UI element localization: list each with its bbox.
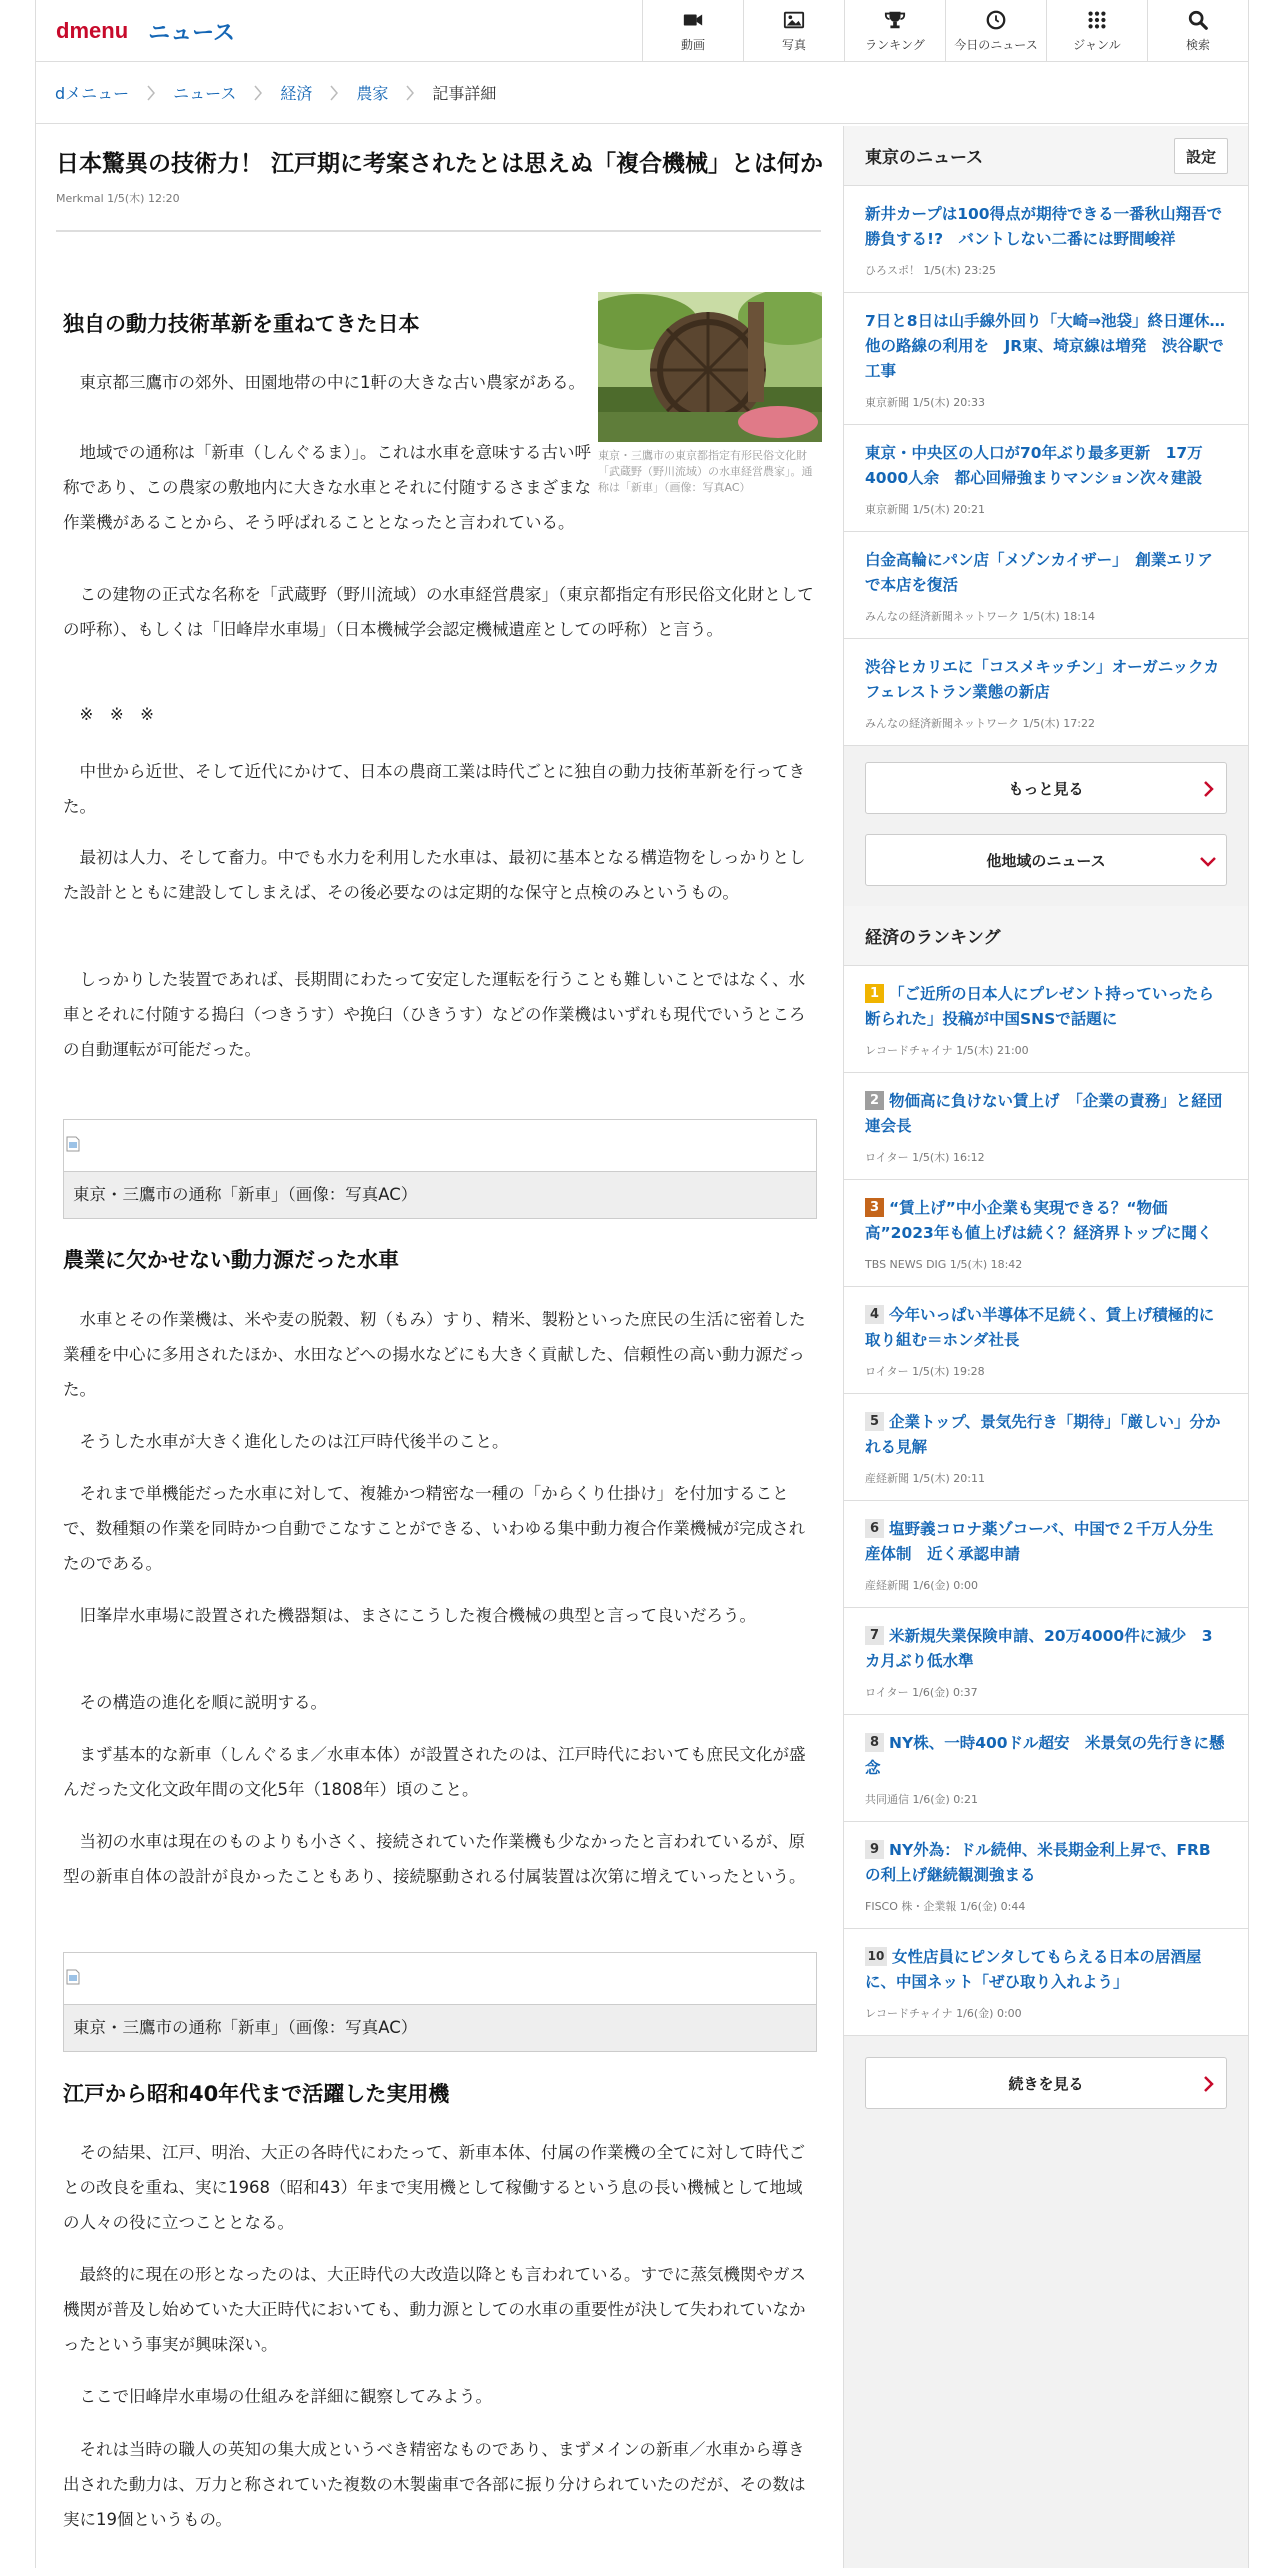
breadcrumb xyxy=(36,62,1248,124)
nav-genre[interactable] xyxy=(1046,0,1147,62)
news-meta: 東京新聞 1/5(木) 20:33 xyxy=(865,396,985,409)
paragraph: それまで単機能だった水車に対して、複雑かつ精密な一種の「からくり仕掛け」を付加することで、数種類の作業を同時かつ自動でこなすことができる、いわゆる集中動力複合作業機械が完成されたのである。 xyxy=(63,1484,806,1573)
paragraph: 最初は人力、そして畜力。中でも水力を利用した水車は、最初に基本となる構造物をしっかりとした設計とともに建設してしまえば、その後必要なのは定期的な保守と点検のみというもの。 xyxy=(63,848,806,902)
trophy-icon xyxy=(884,9,906,31)
ranking-item[interactable] xyxy=(844,1394,1248,1501)
ranking-title[interactable] xyxy=(865,1303,1226,1353)
ranking-meta: FISCO 株・企業報 1/6(金) 0:44 xyxy=(865,1900,1026,1913)
news-title[interactable]: 東京・中央区の人口が70年ぶり最多更新 17万4000人余 都心回帰強まりマンション次々建設 xyxy=(865,444,1203,487)
paragraph: 最終的に現在の形となったのは、大正時代の大改造以降とも言われている。すでに蒸気機関やガス機関が普及し始めていた大正時代においても、動力源としての水車の重要性が決して失われていなかったという事実が興味深い。 xyxy=(63,2265,806,2354)
crumb-current: 記事詳細 xyxy=(432,84,497,103)
ranking-title[interactable] xyxy=(865,1410,1226,1460)
ranking-title[interactable] xyxy=(865,1731,1226,1781)
ranking-item[interactable] xyxy=(844,1073,1248,1180)
tokyo-news-heading-text: 東京のニュース xyxy=(865,148,984,168)
tokyo-news-list xyxy=(844,186,1248,746)
ranking-meta: ロイター 1/6(金) 0:37 xyxy=(865,1686,978,1699)
video-icon xyxy=(682,9,704,31)
ranking-meta: レコードチャイナ 1/5(木) 21:00 xyxy=(865,1044,1029,1057)
news-meta: みんなの経済新聞ネットワーク 1/5(木) 18:14 xyxy=(865,610,1095,623)
ranking-title-text: 企業トップ、景気先行き「期待」「厳しい」分かれる見解 xyxy=(865,1413,1221,1456)
broken-image[interactable] xyxy=(64,1120,816,1172)
clock-icon xyxy=(985,9,1007,31)
ranking-item[interactable] xyxy=(844,1822,1248,1929)
ranking-list xyxy=(844,966,1248,2036)
news-title[interactable]: 渋谷ヒカリエに「コスメキッチン」オーガニックカフェレストラン業態の新店 xyxy=(865,658,1220,701)
ranking-heading-text: 経済のランキング xyxy=(865,928,1001,948)
ranking-item[interactable] xyxy=(844,1608,1248,1715)
ranking-title[interactable] xyxy=(865,1517,1226,1567)
rank-badge: 3 xyxy=(865,1198,884,1217)
ranking-title[interactable] xyxy=(865,982,1226,1032)
paragraph: ※ ※ ※ xyxy=(79,705,154,724)
tokyo-news-box xyxy=(844,126,1248,746)
chevron-right-icon xyxy=(129,85,173,101)
photo-icon xyxy=(783,9,805,31)
article-figure xyxy=(63,1119,817,1219)
ranking-title[interactable] xyxy=(865,1945,1226,1995)
ranking-title-text: 塩野義コロナ薬ゾコーバ、中国で２千万人分生産体制 近く承認申請 xyxy=(865,1520,1214,1563)
paragraph: しっかりした装置であれば、長期間にわたって安定した運転を行うことも難しいことではなく、水車とそれに付随する搗臼（つきうす）や挽臼（ひきうす）などの作業機はいずれも現代でいうところの自動運転が可能だった。 xyxy=(63,970,806,1059)
news-item[interactable] xyxy=(844,532,1248,639)
ranking-meta: 共同通信 1/6(金) 0:21 xyxy=(865,1793,978,1806)
ranking-title[interactable] xyxy=(865,1838,1226,1888)
paragraph: 東京都三鷹市の郊外、田園地帯の中に1軒の大きな古い農家がある。 xyxy=(79,373,585,392)
paragraph: そうした水車が大きく進化したのは江戸時代後半のこと。 xyxy=(79,1432,509,1451)
grid-icon xyxy=(1086,9,1108,31)
ranking-title[interactable] xyxy=(865,1624,1226,1674)
news-item[interactable] xyxy=(844,186,1248,293)
news-meta: みんなの経済新聞ネットワーク 1/5(木) 17:22 xyxy=(865,717,1095,730)
settings-button[interactable]: 設定 xyxy=(1174,138,1228,174)
ranking-title-text: 女性店員にピンタしてもらえる日本の居酒屋に、中国ネット「ぜひ取り入れよう」 xyxy=(865,1948,1202,1991)
chevron-right-icon xyxy=(1202,2076,1216,2092)
rank-badge: 1 xyxy=(865,984,884,1003)
ranking-title-text: “賃上げ”中小企業も実現できる？“物価高”2023年も値上げは続く？経済界トップに聞く xyxy=(865,1199,1213,1242)
crumb-economy[interactable]: 経済 xyxy=(280,84,313,103)
paragraph: 地域での通称は「新車（しんぐるま）」。これは水車を意味する古い呼称であり、この農家の敷地内に大きな水車とそれに付随するさまざまな作業機があることから、そう呼ばれることとなったと言われている。 xyxy=(63,443,591,532)
ranking-title[interactable] xyxy=(865,1196,1226,1246)
rank-badge: 4 xyxy=(865,1305,884,1324)
ranking-heading xyxy=(844,906,1248,966)
nav-ranking[interactable] xyxy=(844,0,945,62)
paragraph: まず基本的な新車（しんぐるま／水車本体）が設置されたのは、江戸時代においても庶民文化が盛んだった文化文政年間の文化5年（1808年）頃のこと。 xyxy=(63,1745,806,1799)
figure-caption: 東京・三鷹市の通称「新車」（画像：写真AC） xyxy=(64,2005,816,2051)
nav-video[interactable] xyxy=(642,0,743,62)
other-region-label: 他地域のニュース xyxy=(986,851,1106,870)
more-button[interactable] xyxy=(865,762,1227,814)
nav-search[interactable] xyxy=(1147,0,1248,62)
ranking-item[interactable] xyxy=(844,1929,1248,2036)
nav-label: ジャンル xyxy=(1073,38,1121,52)
site-logo[interactable] xyxy=(56,16,235,46)
ranking-title-text: 物価高に負けない賃上げ 「企業の責務」と経団連会長 xyxy=(865,1092,1223,1135)
section-heading: 江戸から昭和40年代まで活躍した実用機 xyxy=(63,2082,450,2106)
side-figure xyxy=(598,292,822,496)
paragraph: 中世から近世、そして近代にかけて、日本の農商工業は時代ごとに独自の動力技術革新を行ってきた。 xyxy=(63,762,806,816)
paragraph: それは当時の職人の英知の集大成というべき精密なものであり、まずメインの新車／水車から導き出された動力は、万力と称されていた複数の木製歯車で各部に振り分けられていたのだが、その数は実に19個というもの。 xyxy=(63,2440,806,2529)
ranking-title-text: NY株、一時400ドル超安 米景気の先行きに懸念 xyxy=(865,1734,1225,1777)
nav-photo[interactable] xyxy=(743,0,844,62)
ranking-item[interactable] xyxy=(844,1715,1248,1822)
continue-button[interactable] xyxy=(865,2057,1227,2109)
ranking-item[interactable] xyxy=(844,1287,1248,1394)
news-item[interactable] xyxy=(844,425,1248,532)
ranking-meta: TBS NEWS DIG 1/5(木) 18:42 xyxy=(865,1258,1023,1271)
figure-caption: 東京・三鷹市の通称「新車」（画像：写真AC） xyxy=(64,1172,816,1218)
ranking-item[interactable] xyxy=(844,966,1248,1073)
ranking-meta: ロイター 1/5(木) 19:28 xyxy=(865,1365,985,1378)
news-title[interactable]: 白金高輪にパン店「メゾンカイザー」 創業エリアで本店を復活 xyxy=(865,551,1213,594)
other-region-button[interactable] xyxy=(865,834,1227,886)
nav-label: 今日のニュース xyxy=(954,38,1038,52)
ranking-title[interactable] xyxy=(865,1089,1226,1139)
nav-today[interactable] xyxy=(945,0,1046,62)
rank-badge: 10 xyxy=(865,1947,887,1966)
section-heading: 農業に欠かせない動力源だった水車 xyxy=(63,1248,399,1272)
paragraph: 水車とその作業機は、米や麦の脱穀、籾（もみ）すり、精米、製粉といった庶民の生活に密着した業種を中心に多用されたほか、水田などへの揚水などにも大きく貢献した、信頼性の高い動力源だった。 xyxy=(63,1310,806,1399)
ranking-meta: ロイター 1/5(木) 16:12 xyxy=(865,1151,985,1164)
broken-image-icon xyxy=(66,1136,80,1152)
more-button-label: もっと見る xyxy=(1008,779,1084,798)
paragraph: その構造の進化を順に説明する。 xyxy=(79,1693,327,1712)
logo-d: d xyxy=(56,18,70,43)
waterwheel-image[interactable] xyxy=(598,292,822,442)
section-heading: 独自の動力技術革新を重ねてきた日本 xyxy=(63,312,420,336)
paragraph: この建物の正式な名称を「武蔵野（野川流域）の水車経営農家」（東京都指定有形民俗文化財としての呼称）、もしくは「旧峰岸水車場」（日本機械学会認定機械遺産としての呼称）と言う。 xyxy=(63,585,814,639)
rank-badge: 7 xyxy=(865,1626,884,1645)
news-meta: ひろスポ！ 1/5(木) 23:25 xyxy=(865,264,996,277)
news-meta: 東京新聞 1/5(木) 20:21 xyxy=(865,503,985,516)
ranking-meta: 産経新聞 1/6(金) 0:00 xyxy=(865,1579,978,1592)
paragraph: ここで旧峰岸水車場の仕組みを詳細に観察してみよう。 xyxy=(79,2387,492,2406)
news-item[interactable] xyxy=(844,293,1248,425)
chevron-right-icon xyxy=(312,85,356,101)
article-meta: Merkmal 1/5(木) 12:20 xyxy=(56,192,180,205)
side-figure-caption: 東京・三鷹市の東京都指定有形民俗文化財「武蔵野（野川流域）の水車経営農家」。通称は「新車」（画像：写真AC） xyxy=(598,449,813,494)
page xyxy=(35,0,1249,2568)
crumb-dmenu[interactable]: dメニュー xyxy=(55,84,130,103)
news-title[interactable]: 新井カープは100得点が期待できる一番秋山翔吾で勝負する!? バントしない二番には野間峻祥 xyxy=(865,205,1223,248)
ranking-item[interactable] xyxy=(844,1501,1248,1608)
ranking-title-text: 「ご近所の日本人にプレゼント持っていったら断られた」投稿が中国SNSで話題に xyxy=(865,985,1214,1028)
article xyxy=(56,126,856,2529)
crumb-news[interactable]: ニュース xyxy=(173,84,237,103)
rank-badge: 9 xyxy=(865,1840,884,1859)
news-title[interactable]: 7日と8日は山手線外回り「大崎⇒池袋」終日運休…他の路線の利用を JR東、埼京線は増発 渋谷駅で工事 xyxy=(865,312,1226,380)
logo-menu: menu xyxy=(69,18,129,43)
news-item[interactable] xyxy=(844,639,1248,746)
divider xyxy=(56,230,821,232)
nav-label: 写真 xyxy=(781,38,806,52)
broken-image[interactable] xyxy=(64,1953,816,2005)
paragraph: その結果、江戸、明治、大正の各時代にわたって、新車本体、付属の作業機の全てに対して時代ごとの改良を重ね、実に1968（昭和43）年まで実用機として稼働するという息の長い機械として地域の人々の役に立つこととなる。 xyxy=(63,2143,806,2232)
ranking-title-text: NY外為：ドル続伸、米長期金利上昇で、FRBの利上げ継続観測強まる xyxy=(865,1841,1211,1884)
crumb-farmer[interactable]: 農家 xyxy=(356,84,389,103)
ranking-title-text: 今年いっぱい半導体不足続く、賃上げ積極的に取り組む＝ホンダ社長 xyxy=(865,1306,1215,1349)
ranking-title-text: 米新規失業保険申請、20万4000件に減少 3カ月ぶり低水準 xyxy=(865,1627,1213,1670)
rank-badge: 6 xyxy=(865,1519,884,1538)
site-header xyxy=(36,0,1248,62)
paragraph: 旧峯岸水車場に設置された機器類は、まさにこうした複合機械の典型と言って良いだろう。 xyxy=(79,1606,756,1625)
rank-badge: 8 xyxy=(865,1733,884,1752)
nav-label: 検索 xyxy=(1185,38,1210,52)
chevron-right-icon xyxy=(1202,781,1216,797)
ranking-meta: 産経新聞 1/5(木) 20:11 xyxy=(865,1472,985,1485)
article-title: 日本驚異の技術力！ 江戸期に考案されたとは思えぬ「複合機械」とは何か xyxy=(56,151,824,177)
chevron-right-icon xyxy=(236,85,280,101)
chevron-right-icon xyxy=(388,85,432,101)
header-nav xyxy=(642,0,1248,62)
nav-label: ランキング xyxy=(865,38,925,52)
broken-image-icon xyxy=(66,1969,80,1985)
tokyo-news-heading xyxy=(844,126,1248,186)
search-icon xyxy=(1187,9,1209,31)
ranking-box xyxy=(844,906,1248,2036)
rank-badge: 5 xyxy=(865,1412,884,1431)
chevron-down-icon xyxy=(1200,855,1216,869)
nav-label: 動画 xyxy=(680,38,705,52)
logo-news: ニュース xyxy=(148,20,236,46)
ranking-meta: レコードチャイナ 1/6(金) 0:00 xyxy=(865,2007,1022,2020)
paragraph: 当初の水車は現在のものよりも小さく、接続されていた作業機も少なかったと言われているが、原型の新車自体の設計が良かったこともあり、接続駆動される付属装置は次第に増えていったという。 xyxy=(63,1832,806,1886)
ranking-item[interactable] xyxy=(844,1180,1248,1287)
continue-button-label: 続きを見る xyxy=(1008,2074,1084,2093)
rank-badge: 2 xyxy=(865,1091,884,1110)
article-figure xyxy=(63,1952,817,2052)
sidebar xyxy=(843,126,1248,2568)
